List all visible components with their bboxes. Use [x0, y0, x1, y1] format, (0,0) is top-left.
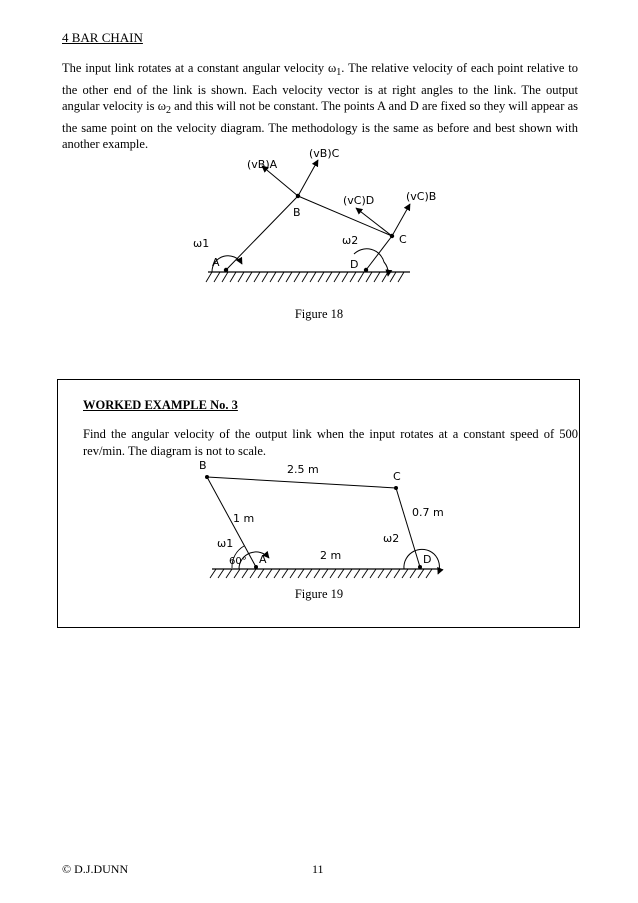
- fig18-label-vBA: (vB)A: [247, 158, 278, 171]
- fig19-label-A: A: [259, 553, 267, 566]
- fig18-label-B: B: [293, 206, 301, 219]
- fig18-joint-A: [224, 268, 228, 272]
- footer-page-number: 11: [312, 862, 324, 876]
- fig19-label-C: C: [393, 470, 401, 483]
- para-text-2: . The relative velocity of each point relative to the other end of the link is shown. Each velocity vector is at right angles to the link. The output angular velocity is ω: [62, 61, 578, 113]
- figure-18-caption: Figure 18: [294, 307, 344, 321]
- fig18-label-omega2: ω2: [342, 234, 359, 247]
- fig18-vector-vCB: [392, 204, 410, 236]
- figure-18-diagram: [0, 0, 638, 320]
- fig18-vector-vBC: [298, 160, 318, 196]
- fig19-joint-C: [394, 486, 398, 490]
- fig19-joint-D: [418, 565, 422, 569]
- fig19-label-omega1: ω1: [217, 537, 234, 550]
- fig18-joint-D: [364, 268, 368, 272]
- fig18-label-D: D: [350, 258, 359, 271]
- fig18-label-C: C: [399, 233, 407, 246]
- fig19-label-B: B: [199, 459, 207, 472]
- worked-example-title: WORKED EXAMPLE No. 3: [83, 398, 238, 412]
- fig19-label-len-AB: 1 m: [233, 512, 255, 525]
- fig18-label-A: A: [212, 256, 220, 269]
- fig18-label-vBC: (vB)C: [309, 147, 340, 160]
- fig18-label-vCD: (vC)D: [343, 194, 375, 207]
- fig19-label-D: D: [423, 553, 432, 566]
- fig19-link-BC: [207, 477, 396, 488]
- fig19-label-len-CD: 0.7 m: [412, 506, 444, 519]
- para-text-1: The input link rotates at a constant angular velocity ω: [62, 61, 337, 75]
- fig19-ground-hatching: [210, 569, 432, 578]
- fig18-label-vCB: (vC)B: [406, 190, 437, 203]
- para-sub-1: 1: [336, 67, 342, 78]
- fig19-joint-A: [254, 565, 258, 569]
- figure-19-caption: Figure 19: [294, 587, 344, 601]
- section-title: 4 BAR CHAIN: [62, 30, 143, 45]
- fig19-label-len-AD: 2 m: [320, 549, 342, 562]
- worked-example-text: Find the angular velocity of the output link when the input rotates at a constant speed of 500 rev/min. The diagram is not to scale.: [83, 427, 578, 458]
- fig19-label-angle: 60°: [229, 556, 247, 567]
- fig19-omega2-arc: [404, 549, 440, 574]
- fig18-vector-vCD: [356, 208, 392, 236]
- fig19-label-omega2: ω2: [383, 532, 400, 545]
- fig18-ground-hatching: [206, 272, 404, 282]
- para-sub-2: 2: [165, 105, 171, 116]
- fig19-label-len-BC: 2.5 m: [287, 463, 319, 476]
- para-text-3: and this will not be constant. The points A and D are fixed so they will appear as the same point on the velocity diagram. The methodology is the same as before and best shown with another example.: [62, 99, 579, 151]
- footer-author: © D.J.DUNN: [62, 862, 129, 876]
- fig18-label-omega1: ω1: [193, 237, 210, 250]
- figure-19-diagram: [0, 450, 638, 590]
- fig19-joint-B: [205, 475, 209, 479]
